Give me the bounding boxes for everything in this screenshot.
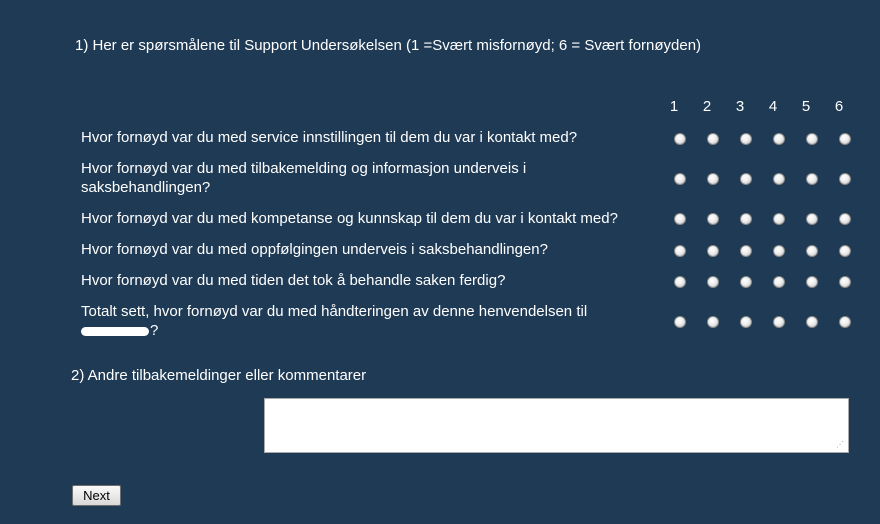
rating-radio-3[interactable] (740, 173, 752, 185)
rating-radio-1[interactable] (674, 245, 686, 257)
redacted-company-name (81, 327, 149, 336)
rating-radio-4[interactable] (773, 316, 785, 328)
rating-radio-6[interactable] (839, 133, 851, 145)
rating-radio-1[interactable] (674, 213, 686, 225)
rating-radio-5[interactable] (806, 213, 818, 225)
question-row-label: Hvor fornøyd var du med tiden det tok å behandle saken ferdig? (81, 272, 506, 289)
rating-radio-6[interactable] (839, 173, 851, 185)
question-row-label: Hvor fornøyd var du med service innstillingen til dem du var i kontakt med? (81, 129, 578, 146)
rating-radio-2[interactable] (707, 276, 719, 288)
next-button[interactable]: Next (72, 485, 121, 506)
rating-radio-2[interactable] (707, 245, 719, 257)
scale-label-3: 3 (735, 98, 745, 115)
rating-radio-4[interactable] (773, 213, 785, 225)
rating-radio-4[interactable] (773, 245, 785, 257)
question-row-suffix: ? (150, 322, 159, 339)
question-row-label: Hvor fornøyd var du med kompetanse og kunnskap til dem du var i kontakt med? (81, 210, 618, 227)
rating-radio-6[interactable] (839, 276, 851, 288)
rating-radio-2[interactable] (707, 213, 719, 225)
question-row-label: Hvor fornøyd var du med tilbakemelding og informasjon underveis i saksbehandlingen? (81, 160, 527, 196)
rating-radio-2[interactable] (707, 133, 719, 145)
comments-textarea[interactable] (264, 398, 849, 453)
rating-radio-5[interactable] (806, 133, 818, 145)
scale-label-2: 2 (702, 98, 712, 115)
rating-radio-5[interactable] (806, 316, 818, 328)
rating-radio-6[interactable] (839, 213, 851, 225)
rating-radio-5[interactable] (806, 276, 818, 288)
rating-radio-1[interactable] (674, 276, 686, 288)
rating-radio-1[interactable] (674, 316, 686, 328)
rating-radio-3[interactable] (740, 133, 752, 145)
rating-radio-2[interactable] (707, 316, 719, 328)
rating-radio-3[interactable] (740, 213, 752, 225)
rating-radio-6[interactable] (839, 245, 851, 257)
rating-radio-4[interactable] (773, 133, 785, 145)
question-row-label: Hvor fornøyd var du med oppfølgingen underveis i saksbehandlingen? (81, 241, 548, 258)
rating-radio-4[interactable] (773, 173, 785, 185)
question-row-label (81, 302, 621, 340)
resize-grip-icon[interactable]: ⋰ (836, 440, 844, 449)
scale-label-4: 4 (768, 98, 778, 115)
rating-radio-1[interactable] (674, 173, 686, 185)
question2-title: 2) Andre tilbakemeldinger eller kommentarer (71, 367, 367, 384)
rating-radio-1[interactable] (674, 133, 686, 145)
scale-label-5: 5 (801, 98, 811, 115)
rating-radio-2[interactable] (707, 173, 719, 185)
question1-title: 1) Her er spørsmålene til Support Undersøkelsen (1 =Svært misfornøyd; 6 = Svært fornøyden) (75, 37, 702, 54)
rating-radio-5[interactable] (806, 173, 818, 185)
scale-label-1: 1 (669, 98, 679, 115)
rating-radio-5[interactable] (806, 245, 818, 257)
rating-radio-3[interactable] (740, 316, 752, 328)
question-row-text: Totalt sett, hvor fornøyd var du med håndteringen av denne henvendelsen til (81, 303, 588, 320)
scale-label-6: 6 (834, 98, 844, 115)
rating-radio-6[interactable] (839, 316, 851, 328)
rating-radio-4[interactable] (773, 276, 785, 288)
rating-radio-3[interactable] (740, 245, 752, 257)
rating-radio-3[interactable] (740, 276, 752, 288)
